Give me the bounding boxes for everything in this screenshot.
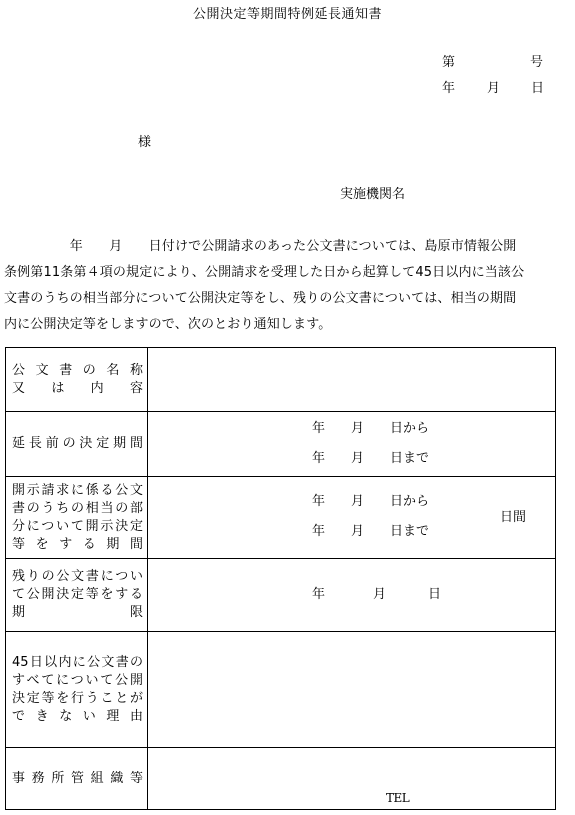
label-disclosure-period xyxy=(6,477,148,559)
issue-date-year: 年 xyxy=(442,81,456,96)
notice-table xyxy=(5,347,556,810)
document-number-suffix: 号 xyxy=(530,55,544,70)
notice-body-line: 文書のうちの相当部分について公開決定等をし、残りの公文書については、相当の期間 xyxy=(4,291,517,306)
office-field[interactable] xyxy=(148,748,556,810)
label-line: 延長前の決定期間 xyxy=(12,436,143,451)
row-reason xyxy=(6,632,556,748)
document-name-field[interactable] xyxy=(148,348,556,412)
deadline-day: 日 xyxy=(428,587,442,602)
disclosure-period-field[interactable] xyxy=(148,477,556,559)
original-period-from: 年 月 日から xyxy=(312,421,430,436)
row-original-period xyxy=(6,412,556,477)
label-line: 分について開示決定 xyxy=(12,518,143,534)
label-line: 45日以内に公文書の xyxy=(12,654,143,670)
row-disclosure-period xyxy=(6,477,556,559)
label-remaining-deadline xyxy=(6,559,148,632)
reason-field[interactable] xyxy=(148,632,556,748)
issue-date-month: 月 xyxy=(487,81,501,96)
row-document-name xyxy=(6,348,556,412)
label-line: で き な い 理 由 xyxy=(12,708,143,724)
label-line: 公 文 書 の 名 称 xyxy=(12,362,143,378)
row-remaining-deadline xyxy=(6,559,556,632)
label-office xyxy=(6,748,148,810)
label-reason xyxy=(6,632,148,748)
notice-body-line: 年 月 日付けで公開請求のあった公文書については、島原市情報公開 xyxy=(4,239,517,254)
notice-body-line: 内に公開決定等をしますので、次のとおり通知します。 xyxy=(4,317,332,332)
disclosure-period-days: 日間 xyxy=(500,510,527,525)
label-line: 残りの公文書につい xyxy=(12,569,143,584)
label-original-period xyxy=(6,412,148,477)
addressee-suffix: 様 xyxy=(138,135,152,150)
notice-body xyxy=(4,234,574,338)
label-line: て公開決定等をする xyxy=(12,587,143,602)
label-line: 決定等を行うことが xyxy=(12,690,143,706)
label-document-name xyxy=(6,348,148,412)
label-line: すべてについて公開 xyxy=(12,672,143,688)
issue-date-day: 日 xyxy=(531,81,545,96)
agency-label: 実施機関名 xyxy=(340,187,406,202)
row-office xyxy=(6,748,556,810)
deadline-year: 年 xyxy=(312,587,326,602)
original-period-field[interactable] xyxy=(148,412,556,477)
label-line: 等 を す る 期 間 xyxy=(12,536,143,552)
label-line: 期 限 xyxy=(12,605,143,620)
disclosure-period-from: 年 月 日から xyxy=(312,494,430,509)
tel-label: TEL xyxy=(386,791,410,805)
disclosure-period-to: 年 月 日まで xyxy=(312,524,430,539)
remaining-deadline-field[interactable] xyxy=(148,559,556,632)
label-line: 事 務 所 管 組 織 等 xyxy=(12,770,143,786)
label-line: 開示請求に係る公文 xyxy=(12,482,143,498)
label-line: 書のうちの相当の部 xyxy=(12,500,143,516)
original-period-to: 年 月 日まで xyxy=(312,451,430,466)
notice-body-line: 条例第11条第４項の規定により、公開請求を受理した日から起算して45日以内に当該公 xyxy=(4,265,525,280)
label-line: 又 は 内 容 xyxy=(12,380,143,396)
deadline-month: 月 xyxy=(373,587,387,602)
document-title: 公開決定等期間特例延長通知書 xyxy=(192,7,382,22)
document-number-prefix: 第 xyxy=(442,55,456,70)
